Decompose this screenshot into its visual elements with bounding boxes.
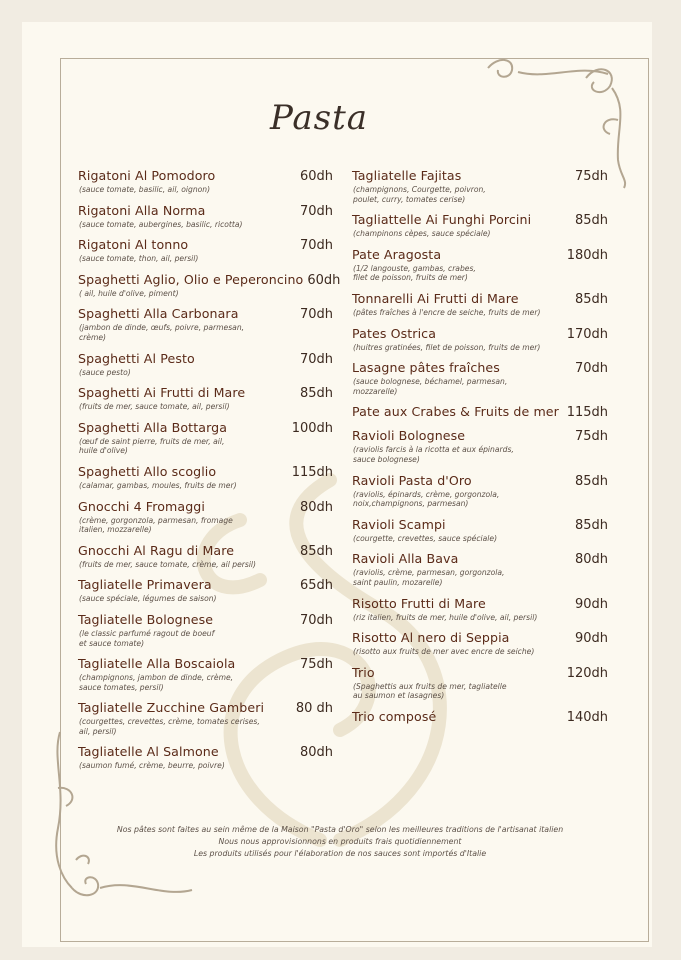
dish-description: (champinons cèpes, sauce spéciale): [353, 229, 491, 239]
menu-item-header: [352, 360, 608, 376]
dish-price: 70dh: [299, 238, 333, 254]
dish-price: 70dh: [299, 307, 333, 323]
menu-item-header: [352, 665, 608, 681]
menu-item-header: [352, 709, 608, 725]
footer-line: Nos pâtes sont faites au sein même de la Maison "Pasta d'Oro" selon les meilleures traditions de l'artisanat italien: [116, 825, 564, 834]
menu-item: [78, 306, 333, 342]
menu-item-header: [352, 630, 608, 646]
dish-name: Tagliatelle Fajitas: [352, 168, 462, 183]
menu-item-header: [352, 596, 608, 612]
dish-name: Tonnarelli Ai Frutti di Mare: [352, 290, 519, 306]
dish-name: Tagliatelle Alla Boscaiola: [78, 656, 236, 672]
footer-line: Les produits utilisés pour l'élaboration de nos sauces sont importés d'Italie: [193, 849, 487, 858]
menu-item-header: [78, 271, 341, 288]
dish-description: (champignons, Courgette, poivron, poulet, curry, tomates cerise): [353, 185, 486, 204]
dish-description: (sauce tomate, aubergines, basilic, ricotta): [79, 219, 243, 229]
menu-item-header: [78, 656, 333, 672]
menu-item-header: [78, 543, 333, 559]
dish-description: (le classic parfumé ragout de boeuf et sauce tomate): [79, 628, 215, 648]
dish-description: ( ail, huile d'olive, piment): [79, 288, 179, 298]
dish-description: (courgette, crevettes, sauce spéciale): [353, 533, 498, 543]
menu-item-header: [352, 291, 608, 307]
dish-name: Ravioli Alla Bava: [352, 551, 459, 567]
menu-item: [352, 247, 608, 283]
dish-price: 70dh: [299, 203, 333, 219]
menu-item-header: [78, 577, 333, 593]
dish-name: Risotto Frutti di Mare: [352, 595, 486, 611]
dish-name: Tagliattelle Ai Funghi Porcini: [352, 212, 532, 228]
dish-price: 85dh: [574, 517, 608, 533]
menu-item: [78, 577, 333, 604]
menu-item: [78, 464, 333, 491]
dish-name: Pate Aragosta: [352, 246, 442, 262]
menu-item-header: [78, 744, 333, 760]
dish-price: 80dh: [299, 745, 333, 761]
dish-name: Tagliatelle Zucchine Gamberi: [78, 700, 265, 716]
dish-name: Tagliatelle Al Salmone: [78, 744, 219, 760]
menu-item: [78, 744, 333, 771]
dish-description: (1/2 langouste, gambas, crabes, filet de poisson, fruits de mer): [353, 263, 476, 283]
dish-description: (calamar, gambas, moules, fruits de mer): [79, 480, 237, 490]
menu-item: [78, 612, 333, 648]
dish-description: (courgettes, crevettes, crème, tomates cerises, ail, persil): [79, 717, 260, 736]
dish-name: Ravioli Scampi: [352, 516, 446, 532]
dish-price: 90dh: [574, 631, 608, 647]
menu-item-header: [78, 306, 333, 322]
dish-description: (champignons, jambon de dinde, crème, sauce tomates, persil): [79, 673, 234, 692]
dish-price: 80dh: [299, 499, 333, 515]
dish-name: Tagliatelle Bolognese: [78, 611, 214, 627]
dish-description: (riz italien, fruits de mer, huile d'olive, ail, persil): [353, 612, 538, 622]
dish-description: (raviolis farcis à la ricotta et aux épinards, sauce bolognese): [353, 445, 514, 464]
dish-name: Ravioli Pasta d'Oro: [352, 472, 472, 488]
menu-item: [78, 203, 333, 230]
menu-item-header: [78, 499, 333, 515]
dish-name: Pates Ostrica: [352, 325, 437, 341]
menu-item: [78, 385, 333, 412]
menu-column-left: [78, 168, 341, 779]
dish-name: Trio: [352, 664, 375, 680]
menu-item: [78, 543, 333, 570]
menu-item-header: [78, 464, 333, 480]
dish-name: Ravioli Bolognese: [352, 428, 466, 444]
menu-item-header: [78, 237, 333, 253]
dish-name: Spaghetti Alla Bottarga: [78, 419, 228, 435]
menu-item: [352, 630, 608, 657]
dish-price: 170dh: [566, 326, 608, 342]
dish-price: 115dh: [566, 405, 608, 421]
menu-item: [78, 420, 333, 456]
dish-name: Spaghetti Allo scoglio: [78, 463, 217, 479]
menu-item: [352, 551, 608, 587]
dish-price: 180dh: [566, 247, 608, 263]
menu-item: [352, 404, 608, 420]
dish-name: Tagliatelle Primavera: [78, 577, 212, 593]
menu-item: [352, 596, 608, 623]
menu-item: [352, 428, 608, 464]
menu-item-header: [78, 700, 333, 716]
menu-item: [352, 709, 608, 725]
menu-item-header: [352, 517, 608, 533]
dish-price: 70dh: [574, 361, 608, 377]
dish-name: Spaghetti Alla Carbonara: [78, 306, 239, 322]
menu-item: [78, 499, 333, 535]
menu-column-right: [352, 168, 608, 733]
dish-name: Spaghetti Al Pesto: [78, 350, 195, 366]
dish-price: 85dh: [574, 213, 608, 229]
menu-item-header: [78, 420, 333, 436]
dish-name: Rigatoni Alla Norma: [78, 202, 206, 218]
dish-description: (raviolis, épinards, crème, gorgonzola, noix,champignons, parmesan): [353, 489, 500, 509]
dish-price: 80dh: [574, 552, 608, 568]
menu-item: [352, 212, 608, 239]
page-title: Pasta: [270, 98, 369, 138]
dish-description: (fruits de mer, sauce tomate, ail, persil): [79, 402, 230, 412]
menu-item-header: [352, 404, 608, 420]
dish-price: 115dh: [291, 464, 333, 480]
dish-price: 90dh: [574, 596, 608, 612]
dish-description: (fruits de mer, sauce tomate, crème, ail persil): [79, 559, 256, 569]
menu-item-header: [352, 168, 608, 184]
dish-description: (saumon fumé, crème, beurre, poivre): [79, 761, 225, 771]
dish-price: 80 dh: [295, 701, 333, 717]
dish-price: 85dh: [299, 386, 333, 402]
dish-description: (sauce tomate, thon, ail, persil): [79, 254, 199, 264]
dish-name: Trio composé: [352, 708, 437, 724]
dish-name: Risotto Al nero di Seppia: [352, 630, 510, 646]
menu-item: [78, 271, 341, 299]
menu-item-header: [78, 203, 333, 219]
footer-line: Nous nous approvisionnons en produits frais quotidiennement: [218, 837, 462, 846]
dish-name: Pate aux Crabes & Fruits de mer: [352, 404, 559, 420]
dish-price: 85dh: [574, 473, 608, 489]
menu-item: [78, 237, 333, 264]
dish-price: 75dh: [574, 429, 608, 445]
dish-price: 70dh: [299, 351, 333, 367]
menu-item: [352, 517, 608, 544]
menu-item: [78, 656, 333, 692]
dish-price: 75dh: [299, 657, 333, 673]
menu-item-header: [78, 168, 333, 184]
dish-price: 100dh: [291, 420, 333, 436]
dish-name: Spaghetti Aglio, Olio e Peperoncino: [78, 271, 304, 287]
menu-item-header: [78, 612, 333, 628]
menu-item: [352, 326, 608, 353]
dish-name: Gnocchi 4 Fromaggi: [78, 498, 205, 514]
dish-name: Spaghetti Ai Frutti di Mare: [78, 385, 246, 401]
menu-item: [352, 168, 608, 204]
menu-item-header: [78, 351, 333, 367]
dish-description: (huitres gratinées, filet de poisson, fruits de mer): [353, 342, 541, 352]
dish-name: Gnocchi Al Ragu di Mare: [78, 542, 235, 558]
dish-description: (Spaghettis aux fruits de mer, tagliatelle au saumon et lasagnes): [353, 681, 507, 701]
menu-item-header: [78, 385, 333, 401]
menu-item-header: [352, 428, 608, 444]
dish-description: (sauce spéciale, légumes de saison): [79, 594, 217, 604]
footer-notes: [60, 824, 620, 860]
dish-name: Lasagne pâtes fraîches: [352, 360, 500, 376]
dish-description: (sauce tomate, basilic, ail, oignon): [79, 185, 211, 194]
menu-item: [78, 168, 333, 195]
menu-item-header: [352, 247, 608, 263]
dish-description: (jambon de dinde, œufs, poivre, parmesan, crème): [79, 323, 245, 342]
menu-item: [352, 291, 608, 318]
dish-description: (sauce pesto): [79, 367, 131, 377]
menu-item: [352, 473, 608, 509]
menu-item-header: [352, 473, 608, 489]
dish-description: (raviolis, crème, parmesan, gorgonzola, saint paulin, mozarelle): [353, 568, 505, 587]
menu-item-header: [352, 212, 608, 228]
menu-item: [78, 700, 333, 736]
dish-description: (crème, gorgonzola, parmesan, fromage italien, mozzarelle): [79, 515, 233, 535]
menu-item: [78, 351, 333, 378]
dish-price: 85dh: [299, 543, 333, 559]
menu-item-header: [352, 326, 608, 342]
dish-name: Rigatoni Al tonno: [78, 237, 189, 253]
dish-price: 60dh: [299, 169, 333, 184]
menu-item: [352, 360, 608, 396]
dish-description: (pâtes fraîches à l'encre de seiche, fruits de mer): [353, 307, 541, 317]
menu-item-header: [352, 551, 608, 567]
dish-price: 140dh: [566, 709, 608, 725]
dish-description: (sauce bolognese, béchamel, parmesan, mozzarelle): [353, 377, 508, 396]
dish-price: 70dh: [299, 612, 333, 628]
dish-price: 120dh: [566, 665, 608, 681]
menu-item: [352, 665, 608, 701]
dish-price: 65dh: [299, 578, 333, 594]
dish-price: 85dh: [574, 291, 608, 307]
dish-price: 60dh: [307, 272, 341, 288]
dish-description: (risotto aux fruits de mer avec encre de seiche): [353, 647, 535, 657]
dish-description: (œuf de saint pierre, fruits de mer, ail, huile d'olive): [79, 436, 225, 456]
dish-price: 75dh: [574, 169, 608, 184]
dish-name: Rigatoni Al Pomodoro: [78, 168, 216, 183]
